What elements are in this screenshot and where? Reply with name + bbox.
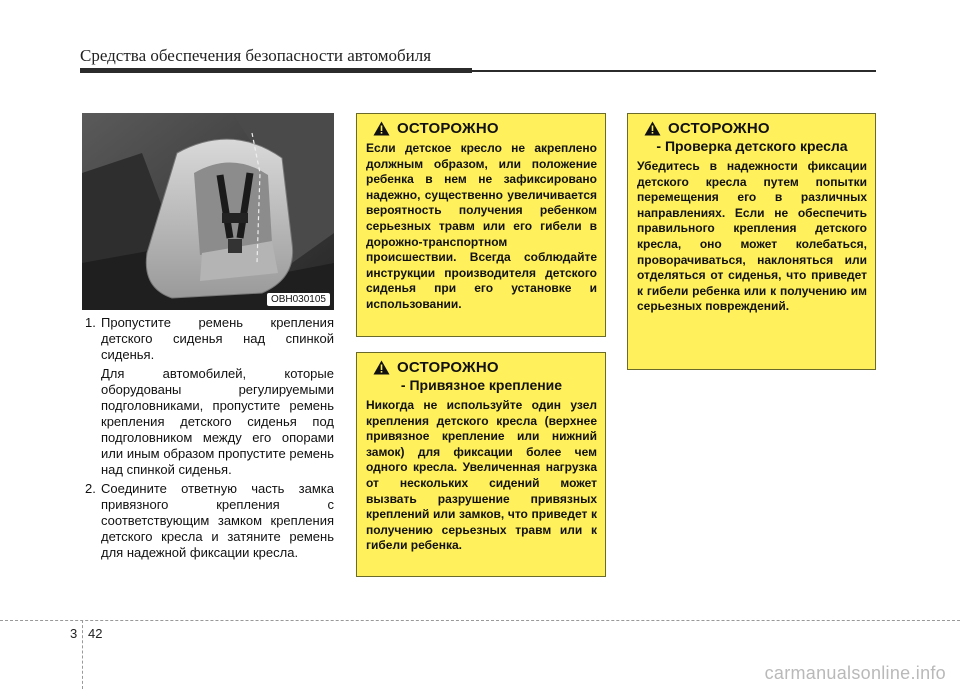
step-number: 1. (85, 315, 96, 330)
page-header-title: Средства обеспечения безопасности автомобиля (80, 46, 432, 65)
step-number: 2. (85, 481, 96, 496)
warning-header (373, 120, 597, 137)
warning-box (627, 113, 876, 370)
footer-rule (0, 620, 960, 621)
child-seat-illustration (82, 113, 334, 310)
warning-header (644, 120, 867, 137)
step-1 (85, 315, 334, 363)
warning-title: ОСТОРОЖНО (668, 120, 770, 137)
step-text: Соедините ответную часть замка привязного крепления с соответствующим замком крепления детского кресла и затяните ремень для надежной фиксации кресла. (101, 481, 334, 560)
warning-text: Убедитесь в надежности фиксации детского кресла путем попытки перемещения его в различных направлениях. Если не обеспечить правильного крепления детского кресла, оно может колебаться, проворачиваться, наклоняться или отделяться от сиденья, что приведет к гибели ребенка или к получению им серьезных повреждений. (637, 159, 867, 314)
header-rule-thin (472, 70, 876, 72)
instruction-steps (85, 315, 334, 561)
warning-box (356, 113, 606, 337)
warning-title: ОСТОРОЖНО (397, 359, 499, 376)
step-text: Пропустите ремень крепления детского сиденья над спинкой сиденья. (101, 315, 334, 362)
figure-code: OBH030105 (267, 293, 330, 306)
footer-divider (82, 620, 83, 689)
header-rule (80, 68, 472, 73)
warning-text: Если детское кресло не акреплено должным образом, или положение ребенка в нем не зафиксировано надежно, существенно увеличивается вероятность получения ребенком серьезных травм или его гибели в дорожно-транспортном происшествии. Всегда соблюдайте инструкции производителя детского сиденья при его установке и использовании. (366, 141, 597, 311)
warning-title: ОСТОРОЖНО (397, 120, 499, 137)
warning-triangle-icon (644, 121, 661, 136)
warning-subtitle: - Проверка детского кресла (656, 138, 848, 154)
watermark: carmanualsonline.info (764, 663, 946, 683)
warning-header (373, 359, 597, 376)
warning-triangle-icon (373, 360, 390, 375)
page-number: 42 (88, 626, 103, 641)
warning-subtitle: - Привязное крепление (400, 377, 563, 393)
warning-triangle-icon (373, 121, 390, 136)
step-note: Для автомобилей, которые оборудованы регулируемыми подголовниками, пропустите ремень крепления детского сиденья под подголовником между его опорами или иным образом пропустите ремень над спинкой сиденья. (101, 366, 334, 477)
section-number: 3 (70, 626, 78, 641)
step-2 (85, 481, 334, 561)
warning-text: Никогда не используйте один узел крепления детского кресла (верхнее привязное крепление или нижний замок) для фиксации более чем одного кресла. Увеличенная нагрузка от нескольких сидений может вызвать разрушение привязных креплений или замков, что приведет к получению серьезных травм или к гибели ребенка. (366, 398, 597, 553)
child-seat-figure (82, 113, 334, 310)
warning-box (356, 352, 606, 577)
